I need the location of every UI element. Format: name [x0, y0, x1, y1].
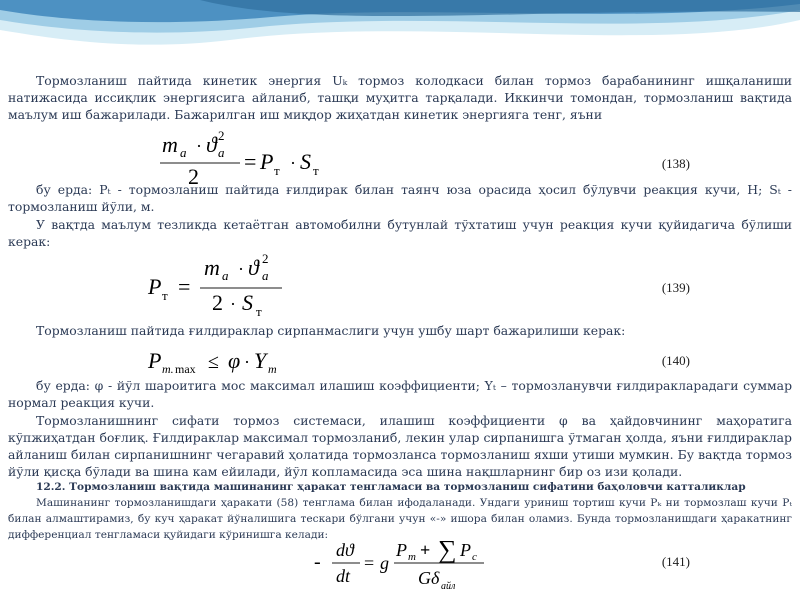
svg-text:·: ·	[230, 294, 236, 314]
svg-text:m: m	[268, 362, 277, 376]
paragraph-adhesion: бу ерда: φ - йўл шароитига мос максимал илашиш коэффициенти; Yₜ – тормозланувчи ғилдиракларадаги суммар нормал реакция кучи.	[8, 378, 792, 410]
svg-text:P: P	[260, 149, 274, 174]
svg-text:∑: ∑	[438, 538, 457, 564]
paragraph-reaction-force: У вақтда маълум тезликда кетаётган автомобилни бутунлай тўхтатиш учун реакция кучи қуйидагича бўлиши керак:	[8, 217, 792, 249]
svg-text:P: P	[148, 274, 162, 299]
svg-text:=: =	[178, 274, 191, 299]
svg-text:S: S	[242, 290, 253, 315]
svg-text:G: G	[418, 568, 431, 588]
svg-text:+: +	[420, 540, 431, 560]
svg-text:S: S	[300, 149, 311, 174]
svg-text:a: a	[262, 268, 269, 283]
equation-138	[0, 128, 800, 188]
svg-text:dϑ: dϑ	[336, 540, 354, 560]
svg-text:айл: айл	[441, 581, 456, 592]
svg-text:m: m	[162, 132, 178, 157]
svg-text:m: m	[204, 255, 220, 280]
svg-text:a: a	[222, 268, 229, 283]
equation-number: (138)	[661, 156, 690, 171]
svg-text:2: 2	[218, 128, 225, 143]
svg-text:=: =	[244, 149, 257, 174]
svg-text:т: т	[313, 163, 319, 178]
equation-140	[0, 344, 800, 376]
paragraph-kinetic-energy: Тормозланиш пайтида кинетик энергия Uₖ тормоз колодкаси билан тормоз барабанининг ишқаланиши натижасида иссиқлик энергиясига айланиб, ташқи муҳитга тарқалади. Иккинчи томондан, тормозланиш вақтида маълум иш бажарилади. Бажарилган иш миқдор жиҳатдан кинетик энергияга тенг, яъни	[8, 73, 792, 122]
svg-text:c: c	[472, 551, 477, 563]
paragraph-motion-equation: Машинанинг тормозланишдаги ҳаракати (58) тенглама билан ифодаланади. Ундаги уриниш тортиш кучи Pₖ ни тормозлаш кучи Pₜ билан алмаштирамиз, бу куч ҳаракат йўналишига тескари бўлгани учун «-» ишора билан оламиз. Бунда тормозланишдаги ҳаракатнинг дифференциал тенгламаси қуйидаги кўринишга келади:	[8, 497, 792, 541]
svg-text:т: т	[274, 163, 280, 178]
svg-text:-: -	[314, 551, 321, 573]
svg-text:P: P	[460, 540, 471, 560]
paragraph-no-slip: Тормозланиш пайтида ғилдираклар сирпанмаслиги учун ушбу шарт бажарилиши керак:	[36, 323, 626, 338]
svg-text:ϑ: ϑ	[206, 132, 217, 157]
equation-number: (140)	[661, 353, 690, 368]
svg-text:·: ·	[238, 259, 244, 279]
equation-141	[0, 538, 800, 600]
svg-text:ϑ: ϑ	[248, 255, 259, 280]
svg-text:m: m	[408, 551, 416, 563]
svg-text:a: a	[180, 145, 187, 160]
equation-number: (141)	[661, 554, 690, 569]
svg-text:2: 2	[262, 251, 269, 266]
svg-text:·: ·	[196, 136, 202, 156]
svg-text:P: P	[396, 540, 407, 560]
equation-number: (139)	[661, 280, 690, 295]
paragraph-where-pt: бу ерда: Pₜ - тормозланиш пайтида ғилдирак билан таянч юза орасида ҳосил бўлувчи реакция кучи, Н; Sₜ - тормозланиш йўли, м.	[8, 182, 792, 214]
svg-text:δ: δ	[431, 568, 440, 588]
svg-text:max: max	[175, 362, 196, 376]
section-heading: 12.2. Тормозланиш вақтида машинанинг ҳаракат тенгламаси ва тормозланиш сифатини баҳоловчи катталиклар	[36, 481, 746, 493]
header-wave-banner	[0, 0, 800, 70]
svg-text:dt: dt	[336, 566, 351, 586]
svg-text:a: a	[218, 145, 225, 160]
paragraph-braking-quality: Тормозланишнинг сифати тормоз системаси, илашиш коэффициенти φ ва ҳайдовчининг маҳоратига кўпжиҳатдан боғлиқ. Ғилдираклар максимал тормозланиб, лекин улар сирпанишга ўтмаган ҳолда, яъни ғилдираклар айланиш билан сирпанишнинг чегаравий ҳолатида тормозланса тормозланиш яхши утиши мумкин. Бу вақтда тормоз йўли қисқа бўлади ва шина кам ейилади, йўл копламасида эса шина нақшларнинг бир оз изи қолади.	[8, 413, 792, 479]
svg-text:·: ·	[290, 153, 296, 173]
svg-text:g: g	[380, 553, 389, 573]
svg-text:·: ·	[244, 352, 250, 372]
svg-text:P: P	[148, 348, 162, 373]
svg-text:т: т	[162, 288, 168, 303]
svg-text:2: 2	[188, 164, 199, 188]
equation-139	[0, 250, 800, 316]
svg-text:=: =	[364, 553, 375, 573]
svg-text:т: т	[256, 304, 262, 316]
svg-text:φ: φ	[228, 348, 241, 373]
svg-text:2: 2	[212, 290, 223, 315]
svg-text:≤: ≤	[208, 351, 219, 373]
svg-text:m.: m.	[162, 362, 174, 376]
svg-text:Y: Y	[254, 348, 267, 373]
